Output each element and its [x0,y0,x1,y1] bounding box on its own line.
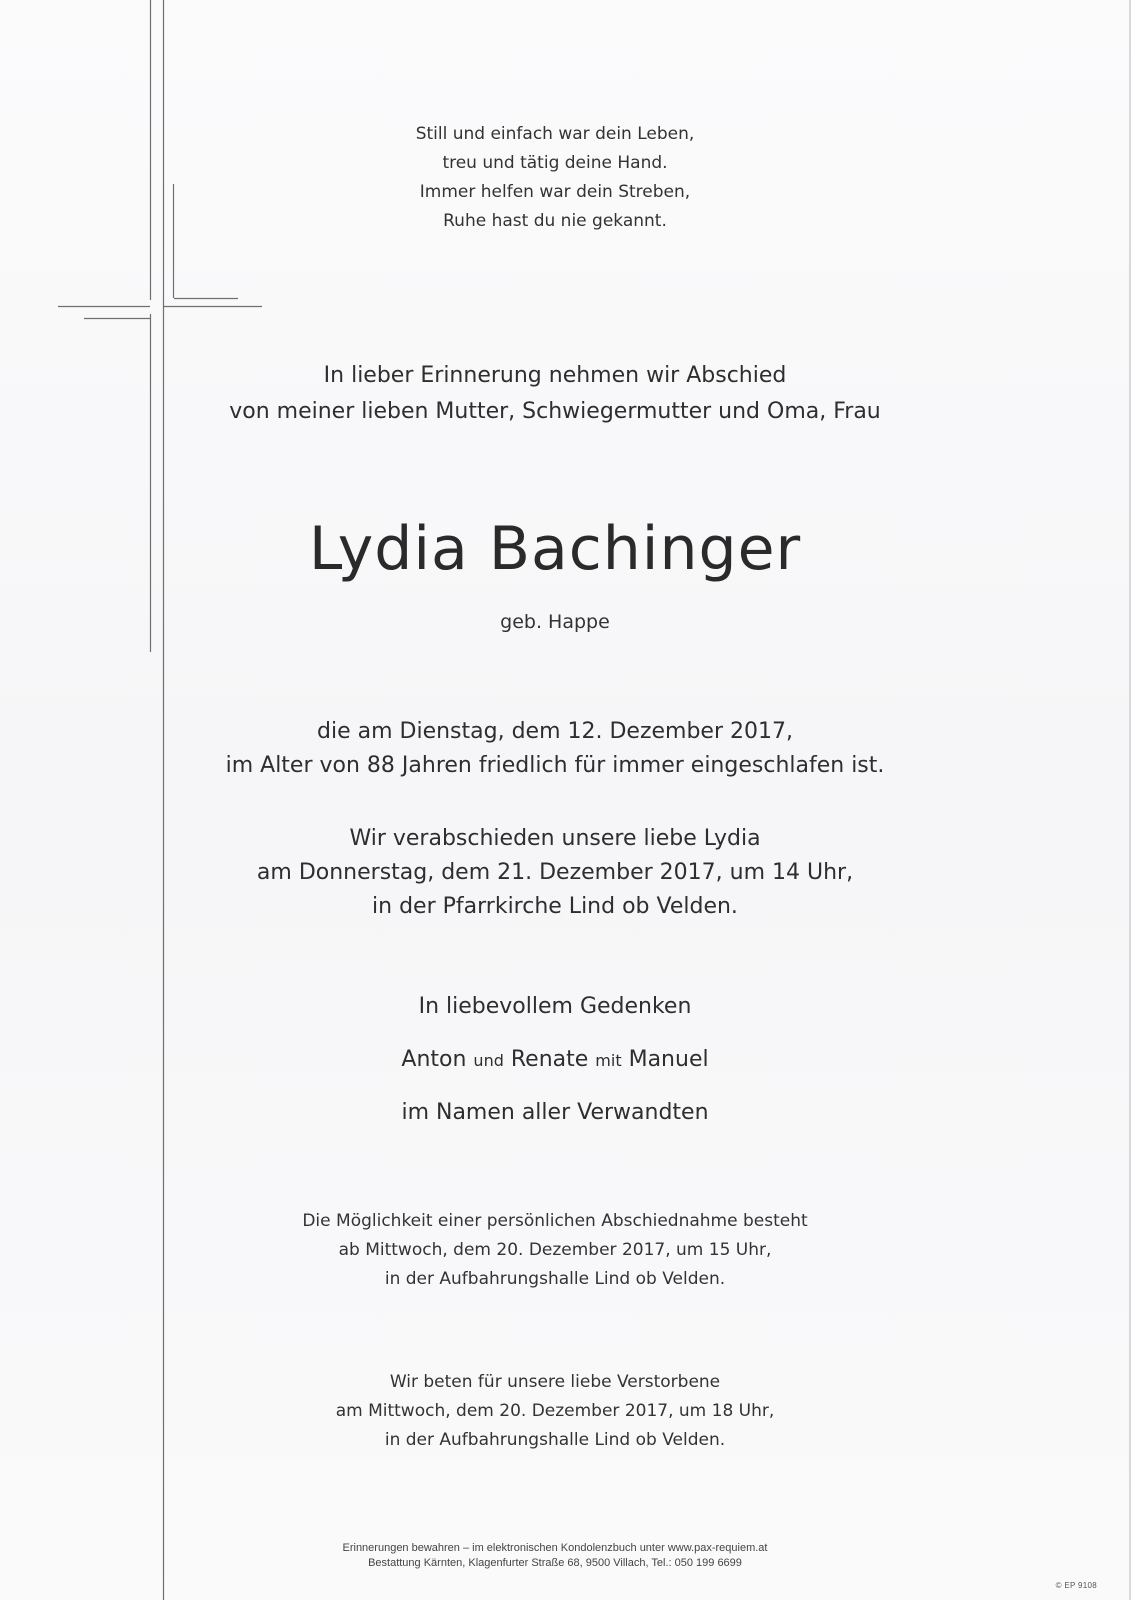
mourner-name: Anton [401,1047,467,1072]
template-code: © EP 9108 [1055,1581,1097,1590]
death-notice-line: die am Dienstag, dem 12. Dezember 2017, [317,719,793,744]
footer-line: Erinnerungen bewahren – im elektronischen Kondolenzbuch unter www.pax-requiem.at [342,1542,768,1554]
poem [160,120,950,236]
farewell-line: in der Pfarrkirche Lind ob Velden. [372,894,738,919]
mourners-heading: In liebevollem Gedenken [418,994,692,1019]
intro-text [160,358,950,430]
mourner-name: Renate [510,1047,589,1072]
prayer-line: in der Aufbahrungshalle Lind ob Velden. [384,1430,726,1450]
prayer-line: am Mittwoch, dem 20. Dezember 2017, um 18 Uhr, [335,1401,775,1421]
farewell-line: Wir verabschieden unsere liebe Lydia [349,826,761,851]
deceased-name: Lydia Bachinger [308,514,802,584]
footer-line: Bestattung Kärnten, Klagenfurter Straße 68, 9500 Villach, Tel.: 050 199 6699 [368,1557,742,1569]
mourner-name: Manuel [628,1047,709,1072]
viewing-line: ab Mittwoch, dem 20. Dezember 2017, um 15 Uhr, [338,1240,772,1260]
farewell-line: am Donnerstag, dem 21. Dezember 2017, um 14 Uhr, [256,860,854,885]
prayer-notice [160,1368,950,1455]
poem-line: Still und einfach war dein Leben, [415,124,695,144]
poem-line: Immer helfen war dein Streben, [419,182,691,202]
farewell-notice [160,822,950,924]
viewing-line: Die Möglichkeit einer persönlichen Abschiednahme besteht [302,1211,808,1231]
viewing-notice [160,1207,950,1294]
intro-line: In lieber Erinnerung nehmen wir Abschied [323,363,787,388]
death-notice [160,715,950,783]
footer [160,1541,950,1571]
maiden-name: geb. Happe [500,611,610,633]
poem-line: treu und tätig deine Hand. [442,153,668,173]
intro-line: von meiner lieben Mutter, Schwiegermutter und Oma, Frau [229,399,881,424]
cross-icon [0,0,270,1600]
poem-line: Ruhe hast du nie gekannt. [443,211,667,231]
mourner-conjunction: und [473,1051,504,1070]
mourners-relatives: im Namen aller Verwandten [401,1100,709,1125]
mourner-conjunction: mit [595,1051,622,1070]
prayer-line: Wir beten für unsere liebe Verstorbene [389,1372,721,1392]
death-notice-line: im Alter von 88 Jahren friedlich für immer eingeschlafen ist. [225,753,885,778]
viewing-line: in der Aufbahrungshalle Lind ob Velden. [384,1269,726,1289]
mourners-names [160,1043,950,1078]
